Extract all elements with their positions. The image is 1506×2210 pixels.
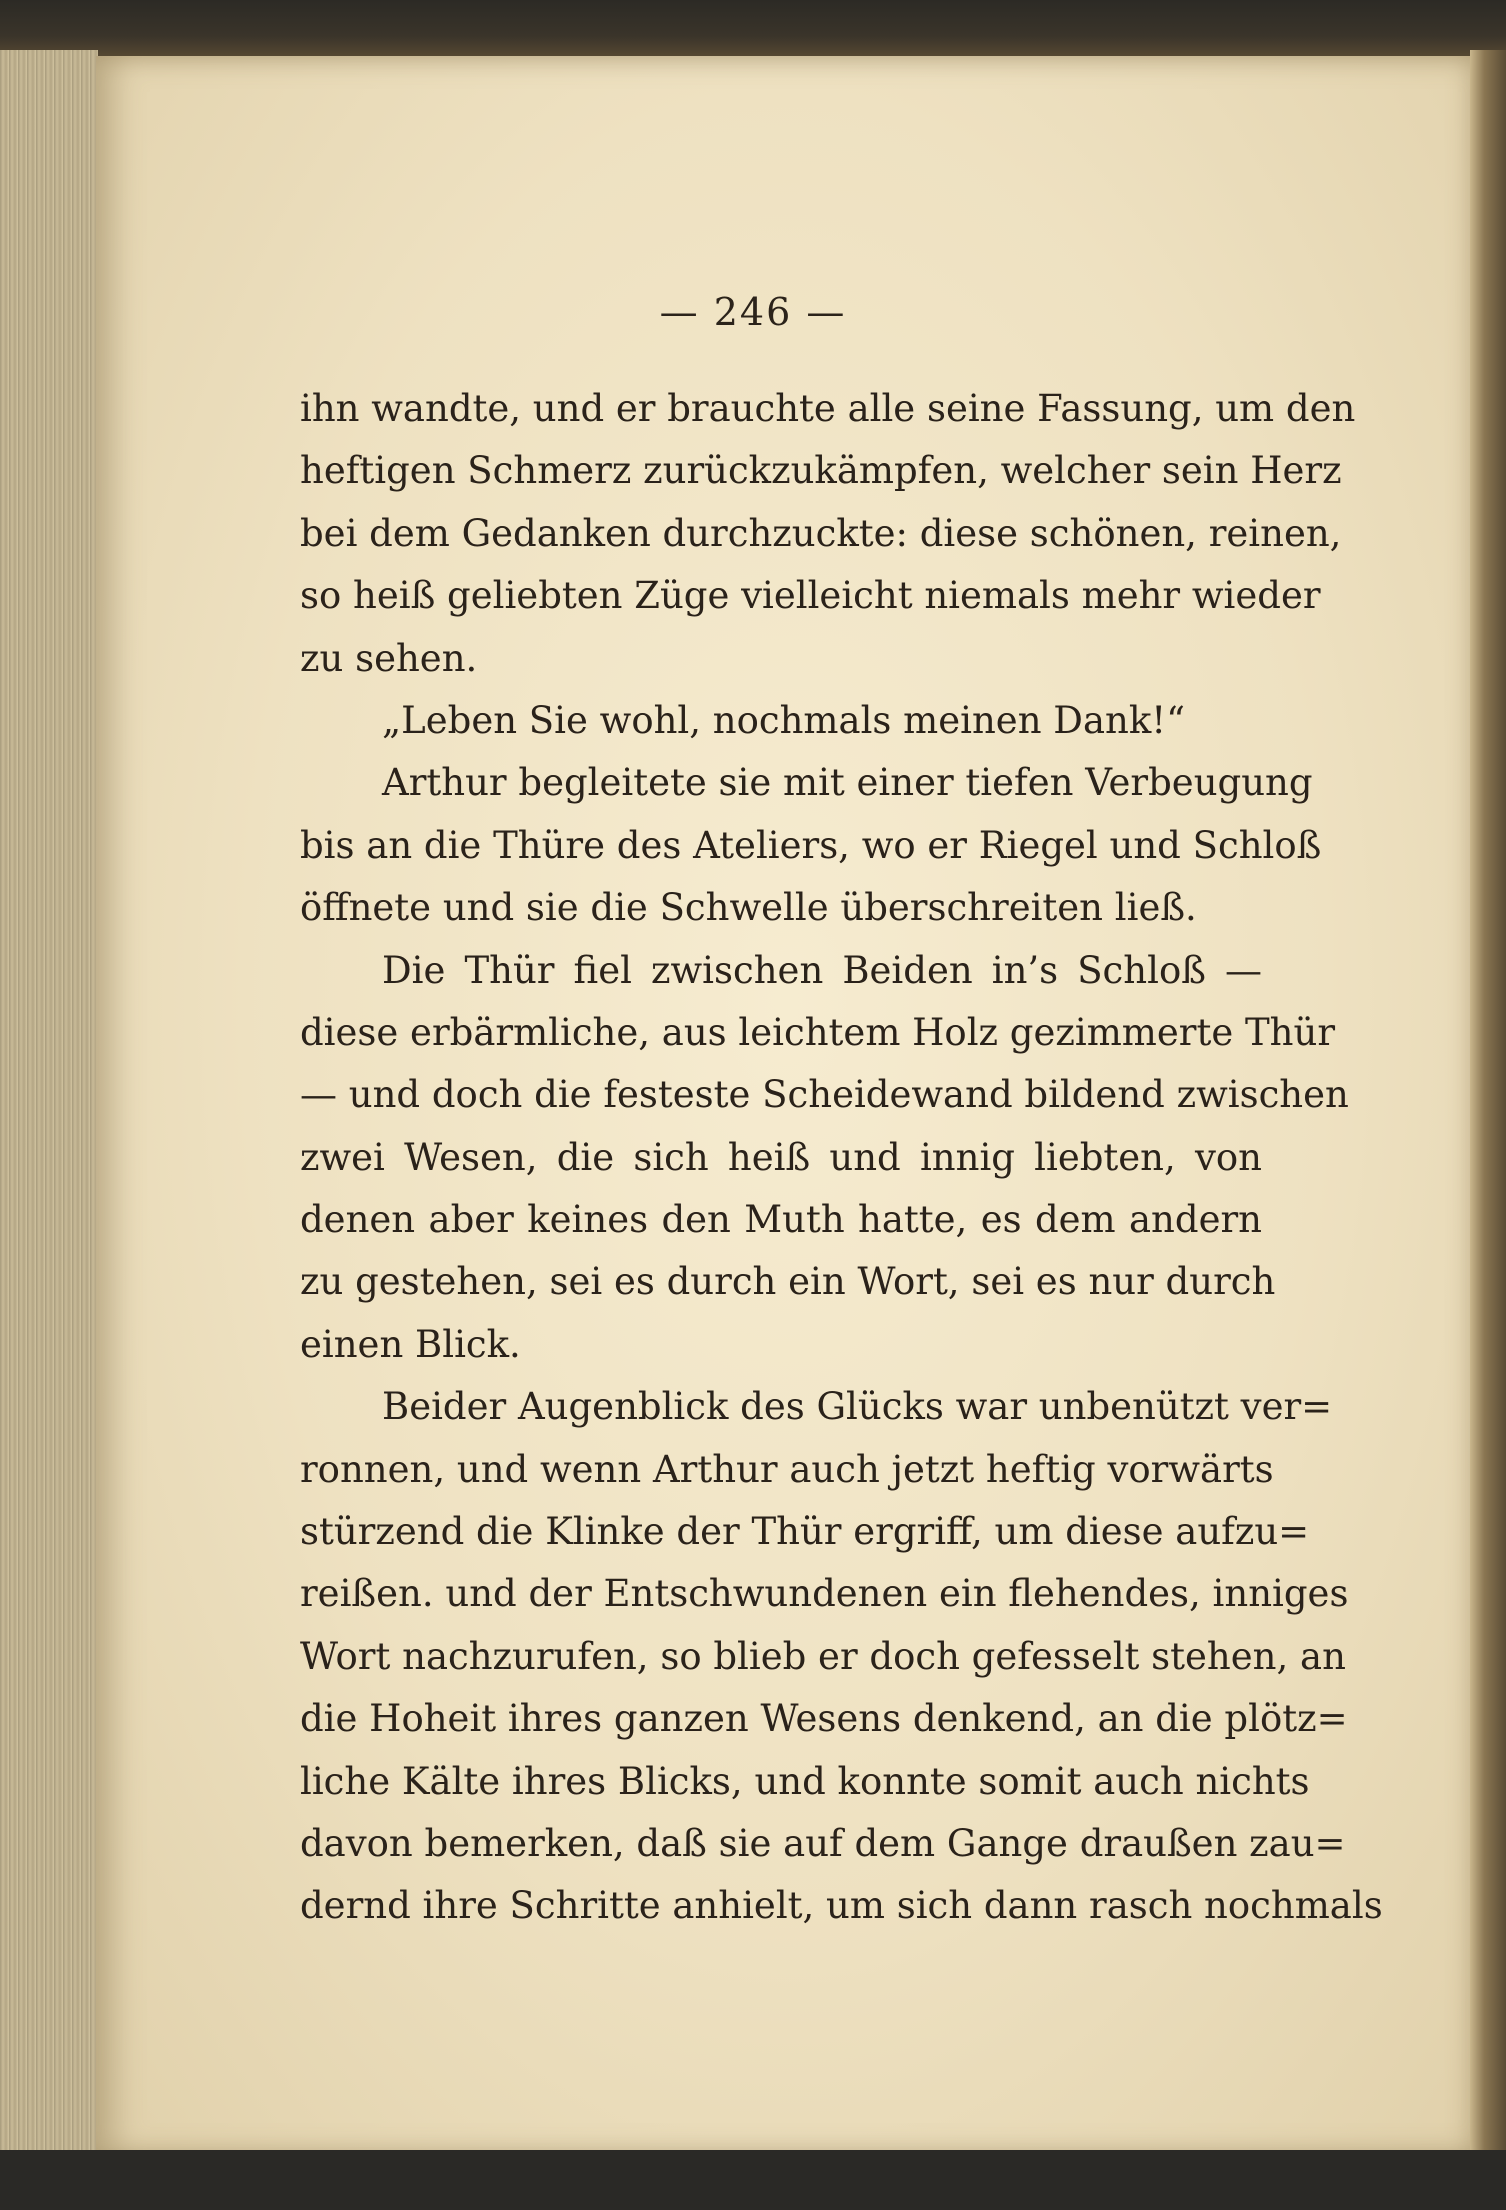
text-line: ronnen, und wenn Arthur auch jetzt heftig vorwärts [300,1447,1274,1491]
text-line: reißen. und der Entschwundenen ein flehendes, inniges [300,1572,1349,1616]
text-line: bis an die Thüre des Ateliers, wo er Riegel und Schloß [300,823,1322,867]
text-line: die Hoheit ihres ganzen Wesens denkend, an die plötz= [300,1697,1348,1741]
text-line: zwei Wesen, die sich heiß und innig liebten, von [300,1135,1262,1179]
text-line: Wort nachzurufen, so blieb er doch gefesselt stehen, an [300,1634,1346,1678]
book-cover-edge [1470,50,1506,2160]
page-number: — 246 — [659,290,847,334]
text-line: zu sehen. [300,636,478,680]
scan-background [0,2150,1506,2210]
text-line: Beider Augenblick des Glücks war unbenützt ver= [382,1385,1333,1429]
text-line: stürzend die Klinke der Thür ergriff, um diese aufzu= [300,1510,1310,1554]
text-line: „Leben Sie wohl, nochmals meinen Dank!“ [382,698,1186,742]
text-line: bei dem Gedanken durchzuckte: diese schönen, reinen, [300,511,1342,555]
text-line: dernd ihre Schritte anhielt, um sich dann rasch nochmals [300,1884,1383,1928]
book-top-shadow [0,0,1506,60]
text-line: zu gestehen, sei es durch ein Wort, sei es nur durch [300,1260,1276,1304]
text-line: denen aber keines den Muth hatte, es dem andern [300,1198,1262,1242]
text-line: öffnete und sie die Schwelle überschreiten ließ. [300,886,1197,930]
text-line: Arthur begleitete sie mit einer tiefen Verbeugung [382,761,1313,805]
text-line: — und doch die festeste Scheidewand bildend zwischen [300,1073,1349,1117]
text-line: so heiß geliebten Züge vielleicht niemals mehr wieder [300,574,1321,618]
text-line: Die Thür fiel zwischen Beiden in’s Schloß — [382,948,1262,992]
text-line: diese erbärmliche, aus leichtem Holz gezimmerte Thür [300,1010,1336,1054]
text-line: ihn wandte, und er brauchte alle seine Fassung, um den [300,387,1356,430]
text-line: heftigen Schmerz zurückzukämpfen, welcher sein Herz [300,449,1342,493]
body-text [300,378,1383,1938]
text-line: liche Kälte ihres Blicks, und konnte somit auch nichts [300,1759,1310,1803]
text-line: einen Blick. [300,1322,521,1366]
book-page-edges [0,50,98,2160]
text-line: davon bemerken, daß sie auf dem Gange draußen zau= [300,1821,1346,1865]
